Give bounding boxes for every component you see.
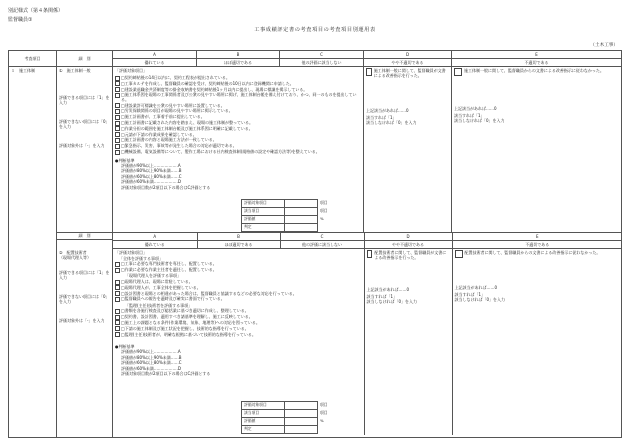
grade-d-2: D: [364, 233, 452, 241]
summary-value[interactable]: [285, 418, 318, 426]
item-checkbox[interactable]: [115, 309, 120, 314]
d-checkbox-2[interactable]: [367, 250, 373, 258]
grade-a-desc-2: 優れている: [113, 241, 197, 249]
criteria-item-text: □施工計画書が、工事着手前に提出している。: [121, 114, 205, 120]
item-checkbox[interactable]: [115, 115, 120, 120]
summary-row: [242, 224, 339, 232]
criteria-item-text: □書類を各施行検査及び総括業に基づき適切に作成し、整理している。: [121, 308, 249, 314]
grade-a: A: [113, 51, 197, 59]
item-checkbox[interactable]: [115, 93, 120, 98]
criteria-item-text: □施工計画書の内容と現場施工方法が一致している。: [121, 137, 217, 143]
summary-value[interactable]: [285, 426, 318, 434]
criteria-item-text: □設計図書と現場との相違があった場合は、監督職員と協議するなどの必要な対応を行っている。: [121, 290, 297, 296]
grade-d: D: [364, 51, 452, 59]
summary-value[interactable]: [285, 410, 318, 418]
summary-unit: 項目: [320, 409, 328, 415]
criteria-item-text: □建設業許可標識を公衆の見やすい場所に設置している。: [121, 102, 225, 108]
d-note: 該当すれば「1」 該当しなければ「0」を入力: [366, 115, 417, 125]
criteria-line: 評価値が90%以上………………A: [121, 349, 181, 355]
summary-unit: %: [320, 417, 324, 423]
section2-body: [113, 233, 622, 438]
judgement-criteria-2: [115, 344, 362, 376]
section2-criteria: [113, 249, 364, 435]
criteria-item: [115, 92, 361, 102]
item-checkbox[interactable]: [115, 81, 120, 86]
criteria-title: ●判断基準: [115, 157, 135, 163]
summary-unit: 項目: [320, 207, 328, 213]
criteria-item: [115, 285, 362, 291]
criteria-item-text: □施工上の課題となる条件(作業環境、気象、地理等)への対応を図っている。: [121, 319, 260, 325]
item-checkbox[interactable]: [115, 262, 120, 267]
grade-b-2: B: [197, 233, 280, 241]
criteria-item: [115, 296, 362, 302]
summary-label: 該当項目: [242, 208, 285, 216]
criteria-item: [115, 320, 362, 326]
criteria-item-text: □下請の施工体制及び施工状況を把握し、技術的な指導を行っている。: [121, 325, 249, 331]
evaluator-label: 監督職員①: [8, 17, 33, 23]
section2-subitem-name: ② 配置技術者 （現場代理人等）: [59, 250, 91, 260]
criteria-item-text: □施工体系図を現場の工事関係者及び公衆の見やすい場所に掲げ、施工体制台帳を備え付けており、かつ、同一のものを提出している。: [121, 92, 357, 103]
note-can-2: 評価できる項目には「1」を入力: [59, 270, 110, 280]
section1-subitem: [57, 67, 113, 233]
grade-e-desc-2: 不適切である: [452, 241, 622, 249]
summary-value[interactable]: [285, 200, 318, 208]
grade-b-desc-2: ほぼ適切である: [197, 241, 280, 249]
criteria-line: 評価値が80%以上90%未満……B: [121, 354, 182, 360]
criteria-item: [115, 75, 361, 81]
grade-a-desc: 優れている: [113, 59, 197, 67]
criteria-item: [115, 81, 361, 87]
item-checkbox[interactable]: [115, 76, 120, 81]
note-na: 評価対象外は「-」を入力: [59, 143, 105, 148]
form-number: 別記様式（第４条関係）: [8, 8, 64, 14]
grade-e: E: [452, 51, 622, 59]
summary-label: 該当項目: [242, 410, 285, 418]
item-checkbox[interactable]: [115, 326, 120, 331]
criteria-line: 評価対象項目数が2項目以下の場合はC評価とする: [121, 184, 211, 190]
e-note: 該当すれば「1」 該当しなければ「0」を入力: [454, 113, 505, 123]
item-checkbox[interactable]: [115, 268, 120, 273]
summary-value[interactable]: [285, 224, 318, 232]
grade-c: C: [280, 51, 364, 59]
d-text: 施工体制一般に関して、監督職員が文書による改善指示を行った。: [373, 68, 446, 78]
item-checkbox[interactable]: [115, 144, 120, 149]
criteria-item: [115, 126, 361, 132]
item-checkbox[interactable]: [115, 320, 120, 325]
criteria-item: [115, 326, 362, 332]
e-text: 施工体制一般に関して、監督職員からの文書による改善指示に従わなかった。: [464, 68, 604, 73]
grade-e-desc: 不適切である: [452, 59, 622, 67]
note-cannot: 評価できない項目には「0」を入力: [59, 119, 110, 129]
criteria-line: 評価値が90%以上………………A: [121, 162, 181, 168]
criteria-item-text: □契約締結後の14日以内に、契約工程表が提出されている。: [121, 75, 230, 80]
section1-grade-d: [364, 67, 452, 233]
item-checkbox[interactable]: [115, 87, 120, 92]
e-applies-2: 上記該当があれば……0: [454, 285, 498, 290]
unit-label: （土木工事）: [590, 43, 618, 48]
section1-grade-e: [452, 67, 622, 233]
summary-label: 評価対象項目: [242, 402, 285, 410]
criteria-item-text: □元請が下請の作業成果を確認している。: [121, 131, 197, 137]
section1-criteria: [113, 67, 364, 233]
item-checkbox[interactable]: [115, 280, 120, 285]
item-checkbox[interactable]: [115, 297, 120, 302]
note-can: 評価できる項目には「1」を入力: [59, 95, 110, 105]
summary-row: [242, 208, 339, 216]
item-checkbox[interactable]: [115, 150, 120, 155]
d-text-2: 配置技術者に関して、監督職員が文書による改善指示を行った。: [374, 250, 447, 260]
grade-b: B: [197, 51, 280, 59]
criteria-item: [115, 143, 361, 149]
e-note-2: 該当すれば「1」 該当しなければ「0」を入力: [454, 292, 506, 302]
summary-label: 評価値: [242, 216, 285, 224]
grade-c-desc-2: 他の評価に該当しない: [280, 241, 364, 249]
criteria-item-text: □現場代理人は、現場に常駐している。: [121, 279, 193, 285]
grade-d-desc-2: やや不適切である: [364, 241, 452, 249]
summary-row: [242, 410, 339, 418]
criteria-item-text: □作業分担の範囲を施工体制台帳及び施工体系図に明確に記載している。: [121, 125, 253, 131]
summary-unit: [318, 426, 339, 434]
item-checkbox[interactable]: [115, 103, 120, 108]
criteria-item-text: □監督職員への報告を適時及び確実に書面で行っている。: [121, 296, 225, 302]
criteria-item: [115, 267, 362, 273]
group2-head: 「現場代理人を評価する事項」: [125, 273, 181, 279]
criteria-head-2: 「評価対象項目」: [115, 250, 147, 255]
judgement-criteria: [115, 158, 361, 190]
summary-value[interactable]: [285, 216, 318, 224]
criteria-line: 評価対象項目数が2項目以下の場合はC評価とする: [121, 371, 211, 376]
e-checkbox[interactable]: [454, 68, 462, 76]
criteria-item-text: □建設業退職金共済制度等の掛金収納書を契約締結後1ヶ月以内に提出し、現場に標識を掲示している。: [121, 86, 308, 92]
criteria-item: [115, 114, 361, 120]
item-checkbox[interactable]: [115, 132, 120, 137]
note-cannot-2: 評価できない項目には「0」を入力: [59, 294, 110, 304]
evaluation-table: [8, 50, 622, 438]
note-na-2: 評価対象外は「-」を入力: [59, 318, 105, 323]
summary-unit: 項目: [320, 199, 328, 205]
criteria-item-text: □契約書、設計図書、適用すべき諸基準を理解し、施工に反映している。: [121, 314, 253, 320]
summary-label: 評価値: [242, 418, 285, 426]
d-applies: 上記該当があれば……0: [366, 108, 409, 113]
summary-value[interactable]: [285, 208, 318, 216]
criteria-item-text: □緊急指示、災害、事故等が発生した場合の対応が適切である。: [121, 143, 237, 149]
summary-row: [242, 200, 339, 208]
criteria-line: 評価値が60%以上80%未満……C: [121, 360, 182, 366]
grade-c-2: C: [280, 233, 364, 241]
item-checkbox[interactable]: [115, 332, 120, 337]
d-checkbox[interactable]: [366, 68, 372, 76]
criteria-line: 評価値が60%以上80%未満……C: [121, 173, 182, 179]
summary-row: [242, 402, 339, 410]
criteria-item: [115, 149, 361, 155]
item-checkbox[interactable]: [115, 285, 120, 290]
summary-table-2: [241, 401, 339, 434]
section2-grade-d: [364, 249, 452, 435]
summary-value[interactable]: [285, 402, 318, 410]
criteria-title-2: ●判断基準: [115, 344, 135, 350]
criteria-line: 評価値が60%未満………………D: [121, 179, 181, 185]
summary-label: 判定: [242, 224, 285, 232]
section2-subitem: [57, 233, 113, 438]
summary-row: [242, 426, 339, 434]
col-subitem: 細 別: [57, 51, 113, 67]
grade-b-desc: ほぼ適切である: [197, 59, 280, 67]
criteria-item: [115, 332, 362, 338]
item-checkbox[interactable]: [115, 315, 120, 320]
criteria-item: [115, 120, 361, 126]
summary-row: [242, 418, 339, 426]
d-applies-2: 上記該当があれば……0: [366, 287, 410, 292]
criteria-item-text: □施工計画書に記載された内容を踏まえ、現場の施工体制が整っている。: [121, 120, 254, 126]
summary-unit: %: [320, 215, 324, 221]
col-subitem-2: 細 別: [57, 233, 112, 240]
summary-table: [241, 199, 339, 232]
criteria-line: 評価値が80%以上90%未満……B: [121, 168, 182, 174]
summary-unit: 項目: [320, 401, 328, 407]
item-checkbox[interactable]: [115, 291, 120, 296]
grade-d-desc: やや不適切である: [364, 59, 452, 67]
summary-label: 評価対象項目: [242, 200, 285, 208]
grade-e-2: E: [452, 233, 622, 241]
criteria-item-text: □工事カルテを作成し、監督職員の確認を受け、契約締結後の10日以内に登録機関に申請した。: [121, 80, 294, 86]
item-checkbox[interactable]: [115, 121, 120, 126]
item-checkbox[interactable]: [115, 109, 120, 114]
criteria-item: [115, 279, 362, 285]
summary-label: 判定: [242, 426, 285, 434]
col-item: 考査項目: [9, 51, 57, 67]
criteria-item-text: □労災保険関係の項目が現場の見やすい場所に掲示している。: [121, 108, 233, 114]
item-checkbox[interactable]: [115, 126, 120, 131]
group3-head: 「監理(主任)技術者を評価する事項」: [125, 302, 193, 308]
grade-c-desc: 他の評価に該当しない: [280, 59, 364, 67]
summary-row: [242, 216, 339, 224]
d-note-2: 該当すれば「1」 該当しなければ「0」を入力: [366, 294, 418, 304]
page-title: 工事成績評定書の考査項目の考査項目別運用表: [254, 27, 376, 33]
criteria-item-text: □機械設備、電気設備等について、製作工場における社内検査体制(規格値の設定や確認方法等)を整えている。: [121, 149, 320, 155]
criteria-item-text: □現場代理人が、工事全体を把握している。: [121, 284, 201, 290]
e-text-2: 配置技術者に関して、監督職員からの文書による改善指示に従わなかった。: [464, 250, 601, 255]
criteria-item: [115, 314, 362, 320]
grade-a-2: A: [113, 233, 197, 241]
criteria-item-text: □作業に必要な作業主任者を適任し、配置している。: [121, 267, 217, 273]
criteria-head: 「評価対象項目」: [115, 68, 147, 73]
criteria-item-text: □工事に必要な専門技術者を専任し、配置している。: [121, 261, 217, 267]
e-applies: 上記該当があれば……0: [454, 106, 497, 111]
item-label: １ 施工体制: [9, 67, 57, 438]
section1-subitem-name: ① 施工体制一般: [59, 68, 91, 73]
e-checkbox-2[interactable]: [455, 250, 463, 258]
group1-head: 「全体を評価する事項」: [119, 255, 163, 261]
summary-unit: [318, 224, 339, 232]
criteria-item-text: □監理(主任)技術者が、明確な根拠に基づいて技術的な指導を行っている。: [121, 331, 256, 337]
criteria-line: 評価値が60%未満………………D: [121, 365, 181, 371]
section2-grade-e: [452, 249, 622, 435]
item-checkbox[interactable]: [115, 138, 120, 143]
